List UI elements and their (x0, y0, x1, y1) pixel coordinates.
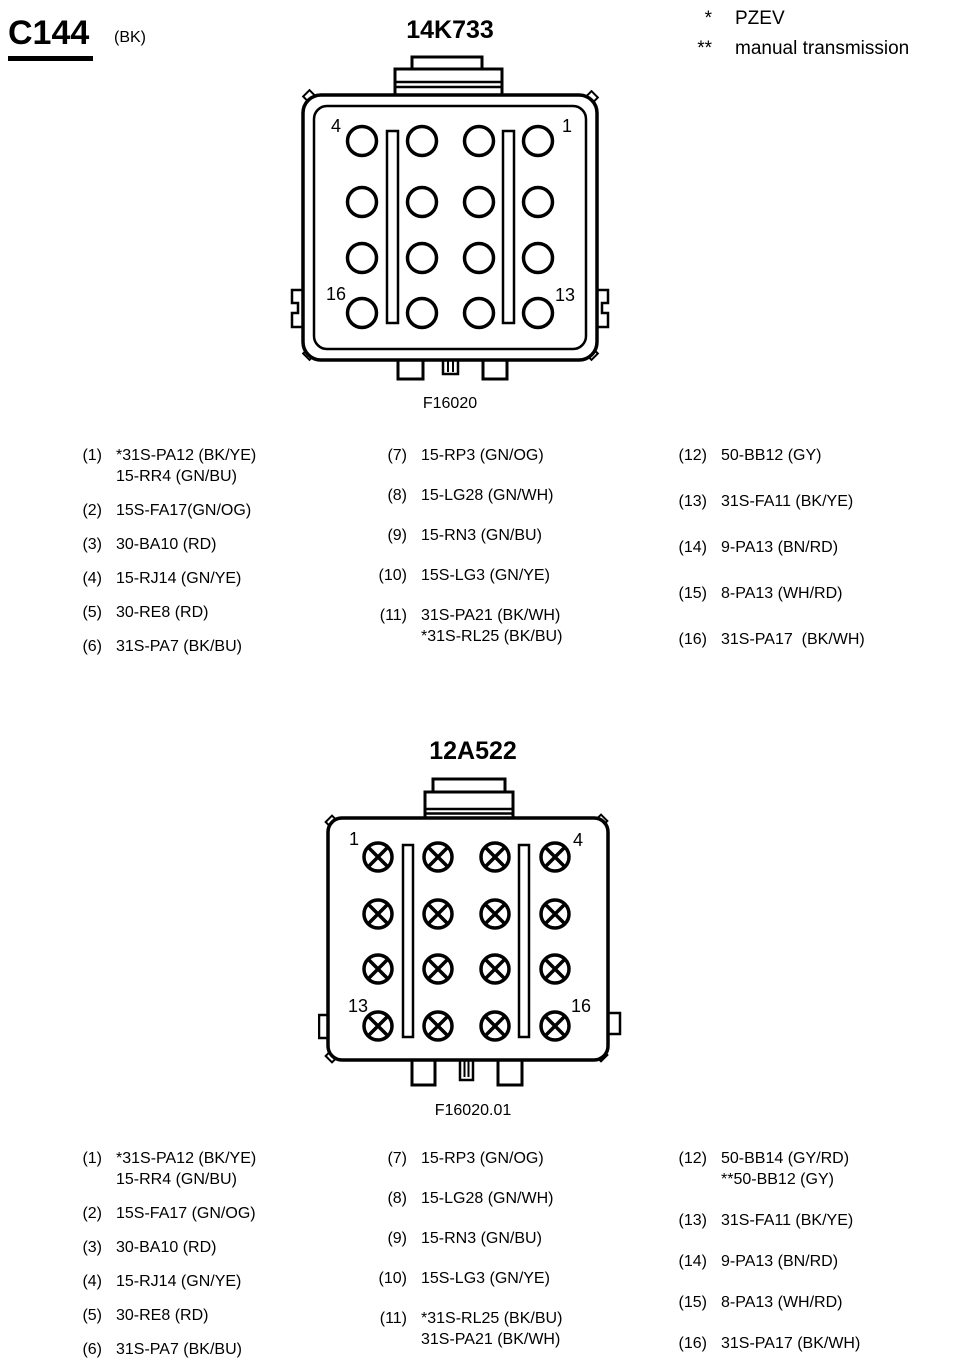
pin-entry-wires (421, 605, 562, 647)
wire-id: 31S-PA21 (BK/WH) (421, 1331, 561, 1348)
wire-id: 31S-PA17 (BK/WH) (721, 1335, 861, 1352)
wire-id: 9-PA13 (BN/RD) (721, 1253, 839, 1270)
wire-id: 15-RJ14 (GN/YE) (116, 1273, 242, 1290)
pin-entry-wires (421, 1308, 562, 1350)
pin-entry-wires (721, 1148, 849, 1190)
pin-number-label: 1 (348, 829, 360, 849)
pin-entry (50, 1339, 256, 1360)
pin-entry-number: (9) (387, 1230, 407, 1247)
pin-entry-number: (8) (387, 1190, 407, 1207)
pin-entry (355, 1308, 562, 1350)
pin-entry-wires (116, 500, 251, 521)
pin-entry (655, 629, 865, 650)
wire-id: 30-RE8 (RD) (116, 604, 209, 621)
pin-entry-number: (6) (82, 638, 102, 655)
pin-entry (355, 1148, 562, 1169)
pin-entry (355, 485, 562, 506)
part-number-title-2: 12A522 (429, 737, 517, 765)
wire-id: 15S-LG3 (GN/YE) (421, 567, 550, 584)
pin-entry-number: (16) (678, 631, 707, 648)
pin-entry-wires (116, 1237, 216, 1258)
pin-entry (50, 568, 256, 589)
pin-entry (50, 636, 256, 657)
pin-entry (50, 1305, 256, 1326)
connector-id: C144 (8, 16, 93, 61)
pin-entry (655, 1333, 860, 1354)
pin-entry (355, 1188, 562, 1209)
double-asterisk-symbol: ** (697, 38, 712, 59)
pin-entry-wires (116, 1203, 256, 1224)
pin-entry-wires (721, 445, 821, 466)
pin-entry-number: (5) (82, 604, 102, 621)
pin-entry (355, 445, 562, 466)
wire-id: 30-BA10 (RD) (116, 536, 217, 553)
wire-id: 15S-FA17 (GN/OG) (116, 1205, 256, 1222)
pin-entry-wires (721, 1251, 838, 1272)
wire-id: 15-RJ14 (GN/YE) (116, 570, 242, 587)
connector-shell (319, 779, 620, 1085)
pin-entry-number: (11) (379, 607, 407, 624)
wire-id: 9-PA13 (BN/RD) (721, 539, 839, 556)
pin-entry-wires (721, 1333, 860, 1354)
pin-entry-number: (8) (387, 487, 407, 504)
pin-entry-wires (116, 1339, 242, 1360)
asterisk-symbol: * (704, 8, 712, 29)
pin-entry (655, 491, 865, 512)
connector-shell (292, 57, 608, 379)
legend-row (660, 4, 909, 34)
wire-id: 15-RP3 (GN/OG) (421, 1150, 544, 1167)
keying-rib (387, 131, 398, 323)
wire-id: 31S-PA21 (BK/WH) (421, 607, 561, 624)
pin-entry (50, 1271, 256, 1292)
pin-entry-number: (9) (387, 527, 407, 544)
wire-id: 8-PA13 (WH/RD) (721, 585, 843, 602)
top-latch (425, 779, 513, 818)
keying-rib (503, 131, 514, 323)
keying-rib (519, 845, 529, 1037)
pin-entry (50, 1237, 256, 1258)
wire-id: 15-RN3 (GN/BU) (421, 1230, 542, 1247)
legend-label: PZEV (735, 8, 785, 29)
pin-entry-wires (721, 583, 843, 604)
pin-entry-wires (421, 485, 553, 506)
pin-entry-wires (116, 636, 242, 657)
pin-entry-number: (13) (678, 1212, 707, 1229)
pin-number-label: 4 (572, 830, 584, 850)
pin-entry-number: (7) (387, 1150, 407, 1167)
pinout1-column-3 (655, 445, 865, 650)
pin-entry-wires (721, 1210, 853, 1231)
legend-label: manual transmission (735, 38, 910, 59)
pin-number-label: 1 (561, 116, 573, 136)
pin-entry-number: (3) (82, 536, 102, 553)
wire-id: 8-PA13 (WH/RD) (721, 1294, 843, 1311)
pin-entry-wires (721, 1292, 843, 1313)
pin-entry-wires (116, 602, 208, 623)
pin-entry (50, 1203, 256, 1224)
pin-entry-number: (7) (387, 447, 407, 464)
pin-entry (50, 1148, 256, 1190)
wire-id: 15-RP3 (GN/OG) (421, 447, 544, 464)
pin-entry (655, 445, 865, 466)
pin-entry (355, 605, 562, 647)
figure-number-2: F16020.01 (434, 1102, 512, 1119)
wire-id: 15S-LG3 (GN/YE) (421, 1270, 550, 1287)
pin-entry (355, 1228, 562, 1249)
pin-entry-number: (11) (379, 1310, 407, 1327)
pinout2-column-1 (50, 1148, 256, 1360)
pin-entry (355, 525, 562, 546)
pinout1-column-2 (355, 445, 562, 647)
pin-entry-wires (116, 1148, 256, 1190)
pin-entry-wires (421, 1148, 544, 1169)
right-side-tab (608, 1013, 620, 1034)
pin-entry-number: (13) (678, 493, 707, 510)
wire-id: *31S-PA12 (BK/YE) (116, 447, 257, 464)
pin-entry (50, 500, 256, 521)
wire-id: 31S-PA7 (BK/BU) (116, 1341, 242, 1358)
wire-id: 15-RR4 (GN/BU) (116, 468, 237, 485)
pin-entry-wires (421, 565, 550, 586)
wire-id: 31S-PA17 (BK/WH) (721, 631, 865, 648)
pin-entry-number: (6) (82, 1341, 102, 1358)
pin-number-label: 13 (347, 996, 369, 1016)
pin-number-label: 4 (330, 116, 342, 136)
pin-entry-number: (16) (678, 1335, 707, 1352)
wire-id: 50-BB12 (GY) (721, 447, 822, 464)
pin-entry-number: (12) (678, 447, 707, 464)
pin-entry (50, 445, 256, 487)
pin-number-label: 13 (554, 285, 576, 305)
pin-entry-number: (1) (82, 447, 102, 464)
pin-entry (50, 602, 256, 623)
pin-entry-number: (15) (678, 585, 707, 602)
pin-entry-number: (2) (82, 502, 102, 519)
figure-number-1: F16020 (422, 395, 478, 412)
pin-number-label: 16 (570, 996, 592, 1016)
pin-entry-wires (116, 534, 216, 555)
pin-entry-number: (2) (82, 1205, 102, 1222)
wire-id: 15-RN3 (GN/BU) (421, 527, 542, 544)
pin-entry (655, 1148, 860, 1190)
wire-id: 31S-PA7 (BK/BU) (116, 638, 242, 655)
pin-entry (355, 565, 562, 586)
pinout2-column-2 (355, 1148, 562, 1350)
pin-entry-wires (421, 1228, 542, 1249)
pin-entry-number: (1) (82, 1150, 102, 1167)
pin-entry-number: (5) (82, 1307, 102, 1324)
connector-face-drawing-2 (318, 775, 628, 1090)
wire-id: 15-LG28 (GN/WH) (421, 1190, 554, 1207)
wire-id: *31S-RL25 (BK/BU) (421, 1310, 563, 1327)
pin-entry-number: (15) (678, 1294, 707, 1311)
wire-id: 31S-FA11 (BK/YE) (721, 493, 854, 510)
pin-entry (50, 534, 256, 555)
part-number-title-1: 14K733 (406, 16, 494, 44)
pin-entry (655, 537, 865, 558)
pinout1-column-1 (50, 445, 256, 657)
pin-entry (355, 1268, 562, 1289)
pin-entry-wires (116, 445, 256, 487)
pin-entry-wires (116, 1305, 208, 1326)
pin-entry-number: (10) (378, 1270, 407, 1287)
pinout2-column-3 (655, 1148, 860, 1354)
connector-color-code: (BK) (114, 29, 146, 46)
pin-entry (655, 1292, 860, 1313)
pin-entry-wires (721, 491, 853, 512)
pin-entry-wires (421, 445, 544, 466)
wire-id: 30-RE8 (RD) (116, 1307, 209, 1324)
pin-entry-wires (721, 629, 865, 650)
pin-entry (655, 1251, 860, 1272)
top-latch (395, 57, 502, 95)
pin-entry-number: (4) (82, 1273, 102, 1290)
pin-entry-wires (421, 1188, 553, 1209)
pin-entry-number: (4) (82, 570, 102, 587)
pin-number-label: 16 (325, 284, 347, 304)
pin-entry-number: (12) (678, 1150, 707, 1167)
bottom-tabs (412, 1060, 522, 1085)
pin-entry-wires (421, 525, 542, 546)
pin-entry-wires (116, 1271, 241, 1292)
wire-id: *31S-RL25 (BK/BU) (421, 628, 563, 645)
pin-entry-number: (10) (378, 567, 407, 584)
wire-id: **50-BB12 (GY) (721, 1171, 834, 1188)
connector-face-drawing-1 (285, 55, 615, 385)
footnote-legend (660, 4, 909, 64)
pin-entry-wires (421, 1268, 550, 1289)
pin-entry-wires (721, 537, 838, 558)
pin-entry-number: (14) (678, 1253, 707, 1270)
wire-id: 15-RR4 (GN/BU) (116, 1171, 237, 1188)
pin-entry-number: (14) (678, 539, 707, 556)
pin-entry-wires (116, 568, 241, 589)
keying-rib (403, 845, 413, 1037)
wire-id: 15S-FA17(GN/OG) (116, 502, 252, 519)
wire-id: *31S-PA12 (BK/YE) (116, 1150, 257, 1167)
legend-row (660, 34, 909, 64)
wire-id: 50-BB14 (GY/RD) (721, 1150, 850, 1167)
wire-id: 15-LG28 (GN/WH) (421, 487, 554, 504)
pin-entry (655, 1210, 860, 1231)
pin-entry (655, 583, 865, 604)
wire-id: 30-BA10 (RD) (116, 1239, 217, 1256)
pin-entry-number: (3) (82, 1239, 102, 1256)
wire-id: 31S-FA11 (BK/YE) (721, 1212, 854, 1229)
